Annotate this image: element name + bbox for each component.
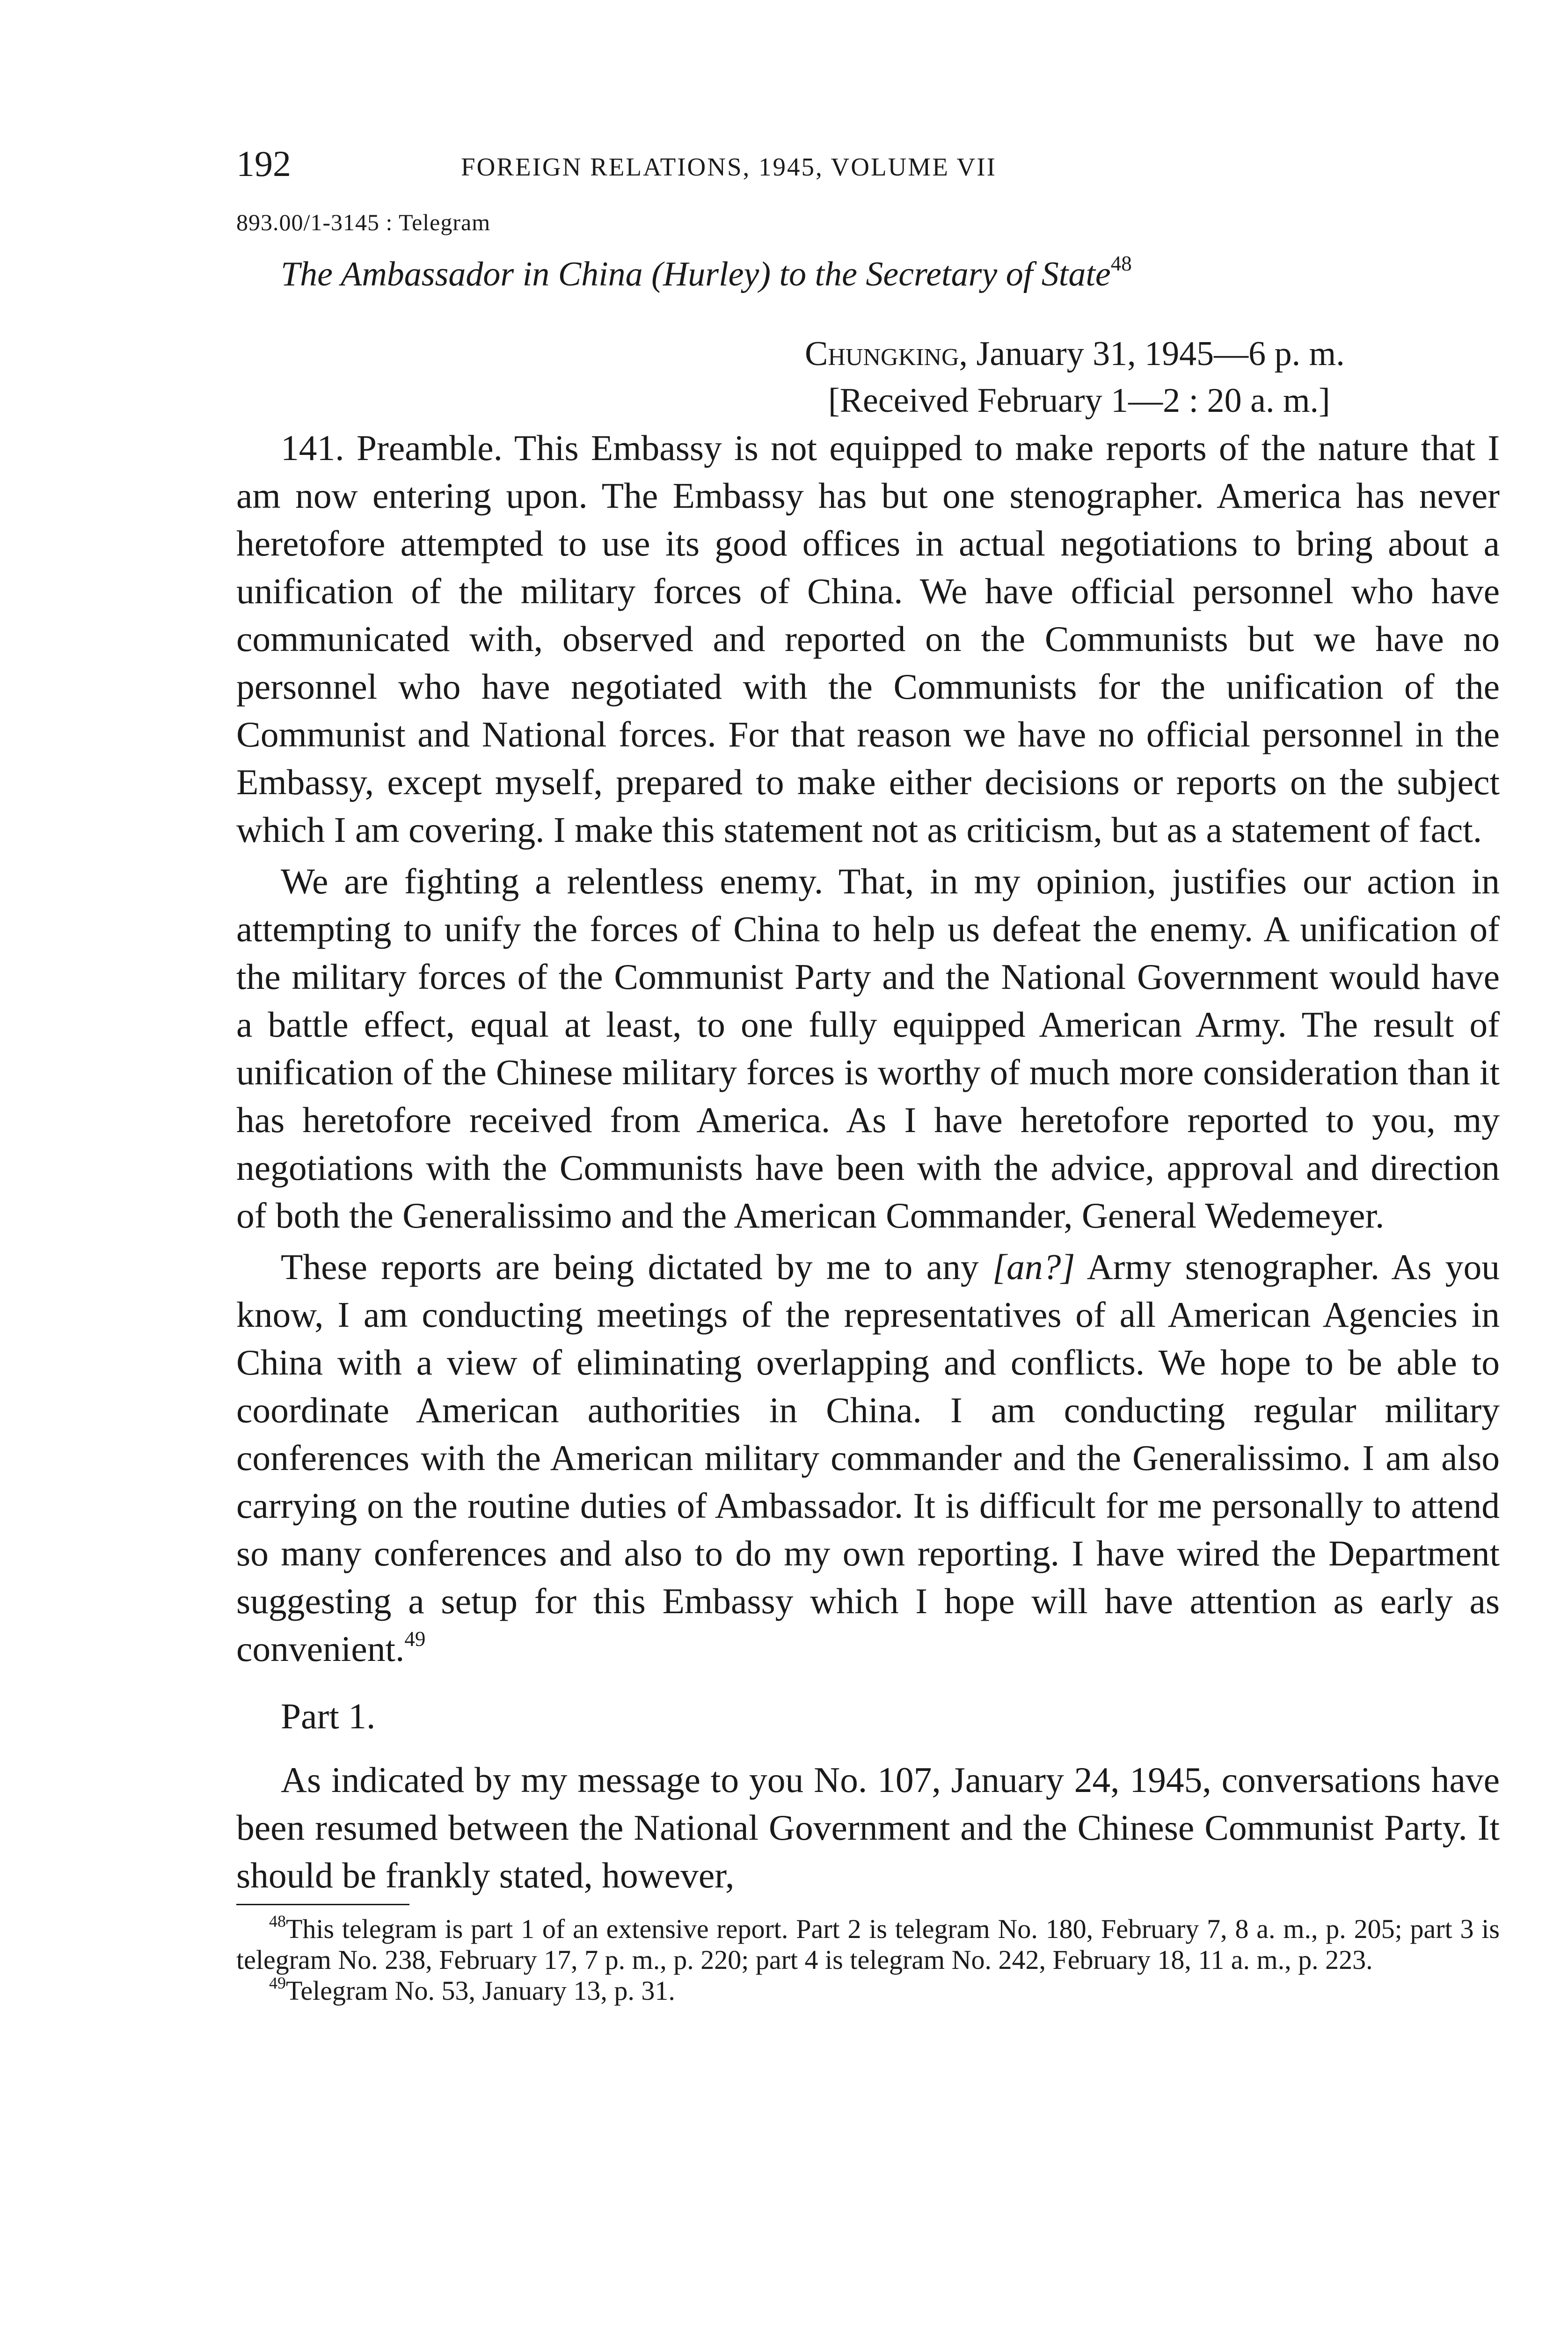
- file-number: 893.00/1-3145 : Telegram: [236, 209, 491, 235]
- footnote-marker: 48: [269, 1912, 286, 1930]
- page-number: 192: [236, 143, 291, 184]
- document-page: [236, 140, 1500, 2006]
- footnote-48: [236, 1914, 1500, 1975]
- dateline-place: Chungking: [805, 335, 959, 373]
- part-heading: Part 1.: [281, 1696, 376, 1736]
- dateline-date: , January 31, 1945—6 p. m.: [959, 335, 1345, 373]
- running-head: [236, 140, 1500, 201]
- paragraph-part-1: As indicated by my message to you No. 107, January 24, 1945, conversations have been resumed between the National Government and the Chinese Communist Party. It should be frankly stated, however,: [236, 1760, 1500, 1895]
- bracketed-insertion: [an?]: [992, 1247, 1075, 1287]
- paragraph-text: These reports are being dictated by me to any: [281, 1247, 992, 1287]
- running-title: FOREIGN RELATIONS, 1945, VOLUME VII: [461, 153, 997, 181]
- footnote-49: [236, 1975, 1500, 2006]
- footnote-text: Telegram No. 53, January 13, p. 31.: [286, 1975, 675, 2006]
- footnote-divider: [236, 1904, 409, 1905]
- received-line: [Received February 1—2 : 20 a. m.]: [828, 381, 1330, 420]
- document-title: [236, 251, 1500, 298]
- footnote-text: This telegram is part 1 of an extensive report. Part 2 is telegram No. 180, February 7, 8 a. m., p. 205; part 3 is telegram No. 238, February 17, 7 p. m., p. 220; part 4 is telegram No. 242, February 18, 11 a. m., p. 223.: [236, 1914, 1500, 1975]
- paragraph-text: Army stenographer. As you know, I am conducting meetings of the representatives of all American Agencies in China with a view of eliminating overlapping and conflicts. We hope to be able to coordinate American authorities in China. I am conducting regular military conferences with the American military commander and the Generalissimo. I am also carrying on the routine duties of Ambassador. It is difficult for me personally to attend so many conferences and also to do my own reporting. I have wired the Department suggesting a setup for this Embassy which I hope will have attention as early as convenient.: [236, 1247, 1500, 1669]
- document-body: [236, 424, 1500, 1899]
- footnote-ref-48: 48: [1110, 252, 1132, 275]
- paragraph-relentless-enemy: We are fighting a relentless enemy. That, in my opinion, justifies our action in attempting to unify the forces of China to help us defeat the enemy. A unification of the military forces of the Communist Party and the National Government would have a battle effect, equal at least, to one fully equipped American Army. The result of unification of the Chinese military forces is worthy of much more consideration than it has heretofore received from America. As I have heretofore reported to you, my negotiations with the Communists have been with the advice, approval and direction of both the Generalissimo and the American Commander, General Wedemeyer.: [236, 861, 1500, 1236]
- title-name: Hurley: [663, 255, 759, 293]
- dateline: [236, 330, 1500, 377]
- footnote-marker: 49: [269, 1974, 286, 1992]
- footnotes: [236, 1914, 1500, 2006]
- paragraph-reports-dictated: [236, 1243, 1500, 1673]
- footnote-ref-49: 49: [404, 1627, 426, 1651]
- title-text-start: The Ambassador in China (: [281, 255, 663, 293]
- paragraph-preamble: 141. Preamble. This Embassy is not equipped to make reports of the nature that I am now entering upon. The Embassy has but one stenographer. America has never heretofore attempted to use its good offices in actual negotiations to bring about a unification of the military forces of China. We have official personnel who have communicated with, observed and reported on the Communists but we have no personnel who have negotiated with the Communists for the unification of the Communist and National forces. For that reason we have no official personnel in the Embassy, except myself, prepared to make either decisions or reports on the subject which I am covering. I make this statement not as criticism, but as a statement of fact.: [236, 428, 1500, 850]
- title-text-end: ) to the Secretary of State: [759, 255, 1111, 293]
